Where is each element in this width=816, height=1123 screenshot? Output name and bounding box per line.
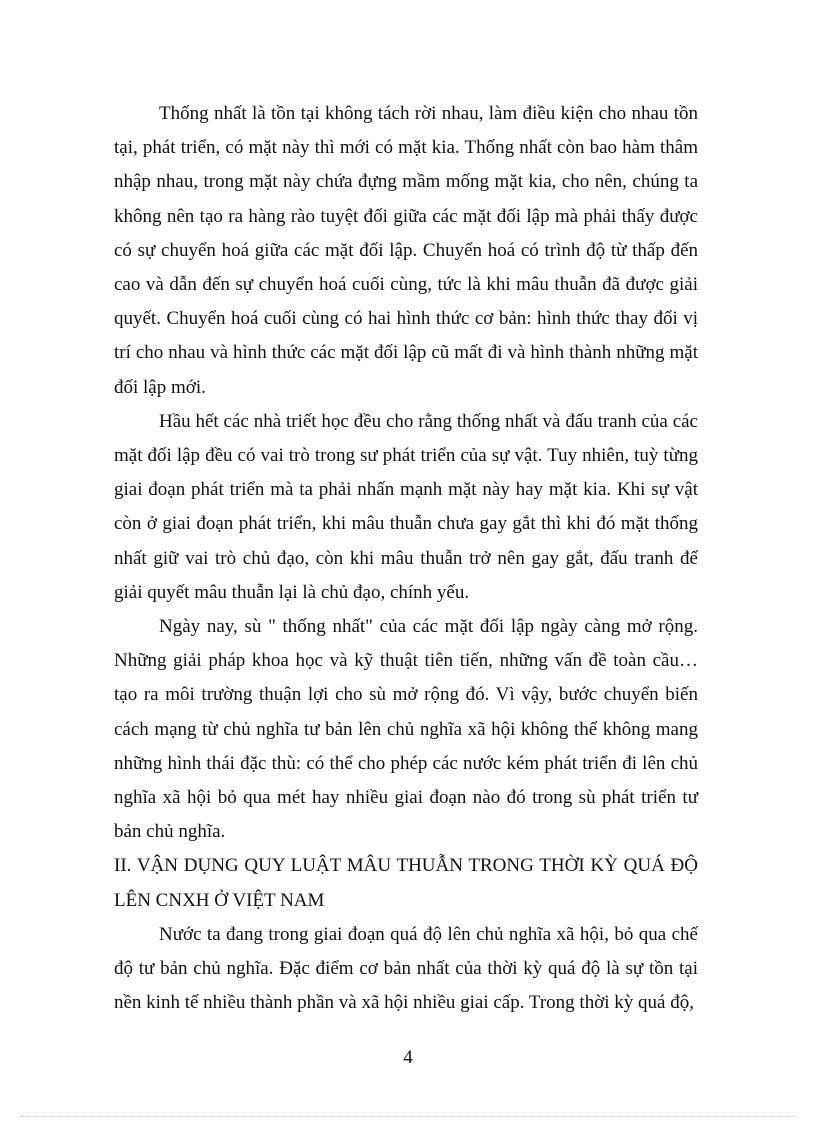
document-body [114, 97, 698, 1020]
page-number: 4 [403, 1047, 413, 1068]
section-heading: II. VẬN DỤNG QUY LUẬT MÂU THUẪN TRONG THỜI KỲ QUÁ ĐỘ LÊN CNXH Ở VIỆT NAM [114, 855, 698, 911]
paragraph-vietnam: Nước ta đang trong giai đoạn quá độ lên chủ nghĩa xã hội, bỏ qua chế độ tư bản chủ nghĩa. Đặc điểm cơ bản nhất của thời kỳ quá độ là sự tồn tại nền kinh tế nhiều thành phần và xã hội nhiều giai cấp. Trong thời kỳ quá độ, [114, 923, 698, 1014]
paragraph-today: Ngày nay, sù " thống nhất" của các mặt đối lập ngày càng mở rộng. Những giải pháp khoa học và kỹ thuật tiên tiến, những vấn đề toàn cầu… tạo ra môi trường thuận lợi cho sù mở rộng đó. Vì vậy, bước chuyển biến cách mạng từ chủ nghĩa tư bản lên chủ nghĩa xã hội không thể không mang những hình thái đặc thù: có thể cho phép các nước kém phát triển đi lên chủ nghĩa xã hội bỏ qua mét hay nhiều giai đoạn nào đó trong sù phát triển tư bản chủ nghĩa. [114, 616, 698, 843]
page-bottom-divider [20, 1116, 796, 1117]
paragraph-philosophers: Hầu hết các nhà triết học đều cho rằng thống nhất và đấu tranh của các mặt đối lập đều có vai trò trong sư phát triển của sự vật. Tuy nhiên, tuỳ từng giai đoạn phát triển mà ta phải nhấn mạnh mặt này hay mặt kia. Khi sự vật còn ở giai đoạn phát triển, khi mâu thuẫn chưa gay gắt thì khi đó mặt thống nhất giữ vai trò chủ đạo, còn khi mâu thuẫn trở nên gay gắt, đấu tranh để giải quyết mâu thuẫn lại là chủ đạo, chính yếu. [114, 410, 698, 603]
paragraph-unity: Thống nhất là tồn tại không tách rời nhau, làm điều kiện cho nhau tồn tại, phát triển, có mặt này thì mới có mặt kia. Thống nhất còn bao hàm thâm nhập nhau, trong mặt này chứa đựng mầm mống mặt kia, cho nên, chúng ta không nên tạo ra hàng rào tuyệt đối giữa các mặt đối lập mà phải thấy được có sự chuyển hoá giữa các mặt đối lập. Chuyển hoá có trình độ từ thấp đến cao và dẫn đến sự chuyển hoá cuối cùng, tức là khi mâu thuẫn đã được giải quyết. Chuyển hoá cuối cùng có hai hình thức cơ bản: hình thức thay đổi vị trí cho nhau và hình thức các mặt đối lập cũ mất đi và hình thành những mặt đối lập mới. [114, 103, 698, 398]
